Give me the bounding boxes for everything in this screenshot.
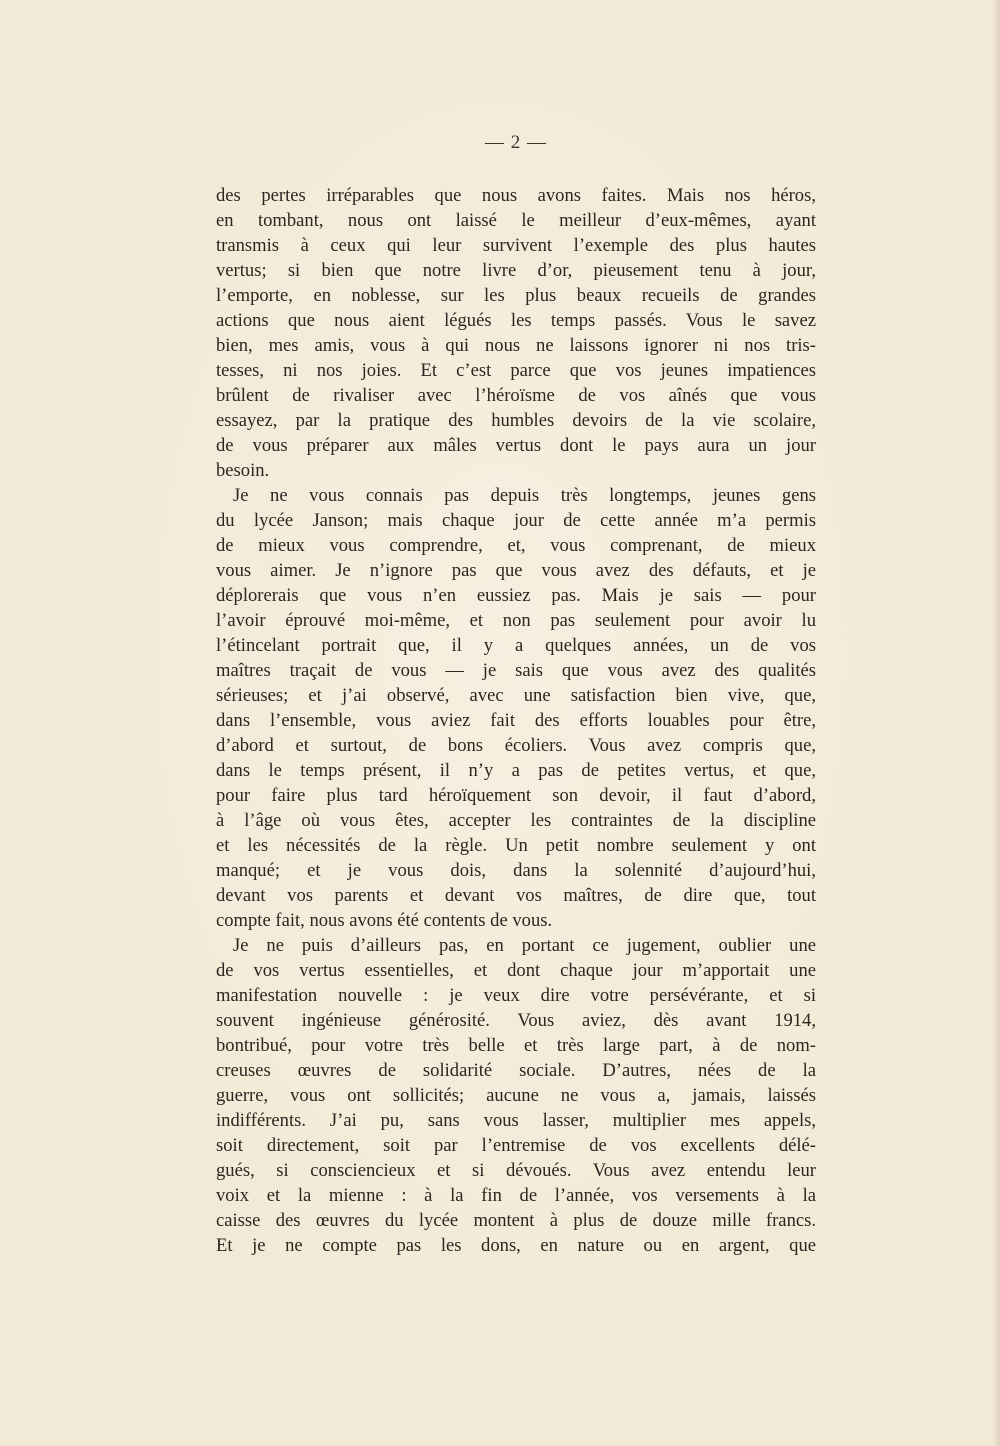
text-line: des pertes irréparables que nous avons faites. Mais nos héros, [216,185,816,206]
text-line: indifférents. J’ai pu, sans vous lasser, multiplier mes appels, [216,1110,816,1131]
text-line: creuses œuvres de solidarité sociale. D’autres, nées de la [216,1060,816,1081]
text-line: maîtres traçait de vous — je sais que vous avez des qualités [216,660,816,681]
text-line: pour faire plus tard héroïquement son devoir, il faut d’abord, [216,785,816,806]
text-line: déplorerais que vous n’en eussiez pas. Mais je sais — pour [216,585,816,606]
text-line: besoin. [216,460,270,481]
text-line: transmis à ceux qui leur survivent l’exemple des plus hautes [216,235,816,256]
text-line: dans l’ensemble, vous aviez fait des efforts louables pour être, [216,710,816,731]
text-line: manqué; et je vous dois, dans la solennité d’aujourd’hui, [216,860,816,881]
text-line: devant vos parents et devant vos maîtres, de dire que, tout [216,885,816,906]
text-line: souvent ingénieuse générosité. Vous aviez, dès avant 1914, [216,1010,816,1031]
text-line: en tombant, nous ont laissé le meilleur d’eux-mêmes, ayant [216,210,816,231]
text-line: voix et la mienne : à la fin de l’année, vos versements à la [216,1185,816,1206]
text-line: brûlent de rivaliser avec l’héroïsme de vos aînés que vous [216,385,816,406]
body-text [216,183,816,1258]
text-line: Je ne puis d’ailleurs pas, en portant ce jugement, oublier une [233,935,816,956]
page-edge-shadow [992,0,1000,1446]
text-line: vous aimer. Je n’ignore pas que vous avez des défauts, et je [216,560,816,581]
text-line: essayez, par la pratique des humbles devoirs de la vie scolaire, [216,410,816,431]
text-line: à l’âge où vous êtes, accepter les contraintes de la discipline [216,810,816,831]
text-line: manifestation nouvelle : je veux dire votre persévérante, et si [216,985,816,1006]
text-line: du lycée Janson; mais chaque jour de cette année m’a permis [216,510,816,531]
text-line: soit directement, soit par l’entremise de vos excellents délé- [216,1135,816,1156]
text-line: de vos vertus essentielles, et dont chaque jour m’apportait une [216,960,816,981]
text-line: Je ne vous connais pas depuis très longtemps, jeunes gens [233,485,816,506]
text-line: caisse des œuvres du lycée montent à plus de douze mille francs. [216,1210,816,1231]
text-line: l’étincelant portrait que, il y a quelques années, un de vos [216,635,816,656]
text-line: bontribué, pour votre très belle et très large part, à de nom- [216,1035,816,1056]
text-line: tesses, ni nos joies. Et c’est parce que vos jeunes impatiences [216,360,816,381]
text-line: bien, mes amis, vous à qui nous ne laissons ignorer ni nos tris- [216,335,816,356]
text-line: et les nécessités de la règle. Un petit nombre seulement y ont [216,835,816,856]
text-line: Et je ne compte pas les dons, en nature ou en argent, que [216,1235,816,1256]
text-line: guerre, vous ont sollicités; aucune ne vous a, jamais, laissés [216,1085,816,1106]
text-line: l’avoir éprouvé moi-même, et non pas seulement pour avoir lu [216,610,816,631]
text-line: sérieuses; et j’ai observé, avec une satisfaction bien vive, que, [216,685,816,706]
text-line: gués, si consciencieux et si dévoués. Vous avez entendu leur [216,1160,816,1181]
text-line: d’abord et surtout, de bons écoliers. Vous avez compris que, [216,735,816,756]
text-line: de vous préparer aux mâles vertus dont le pays aura un jour [216,435,816,456]
text-line: actions que nous aient légués les temps passés. Vous le savez [216,310,816,331]
page-number: — 2 — [485,132,547,153]
text-line: l’emporte, en noblesse, sur les plus beaux recueils de grandes [216,285,816,306]
text-line: de mieux vous comprendre, et, vous comprenant, de mieux [216,535,816,556]
text-line: vertus; si bien que notre livre d’or, pieusement tenu à jour, [216,260,816,281]
text-line: compte fait, nous avons été contents de vous. [216,910,553,931]
text-line: dans le temps présent, il n’y a pas de petites vertus, et que, [216,760,816,781]
